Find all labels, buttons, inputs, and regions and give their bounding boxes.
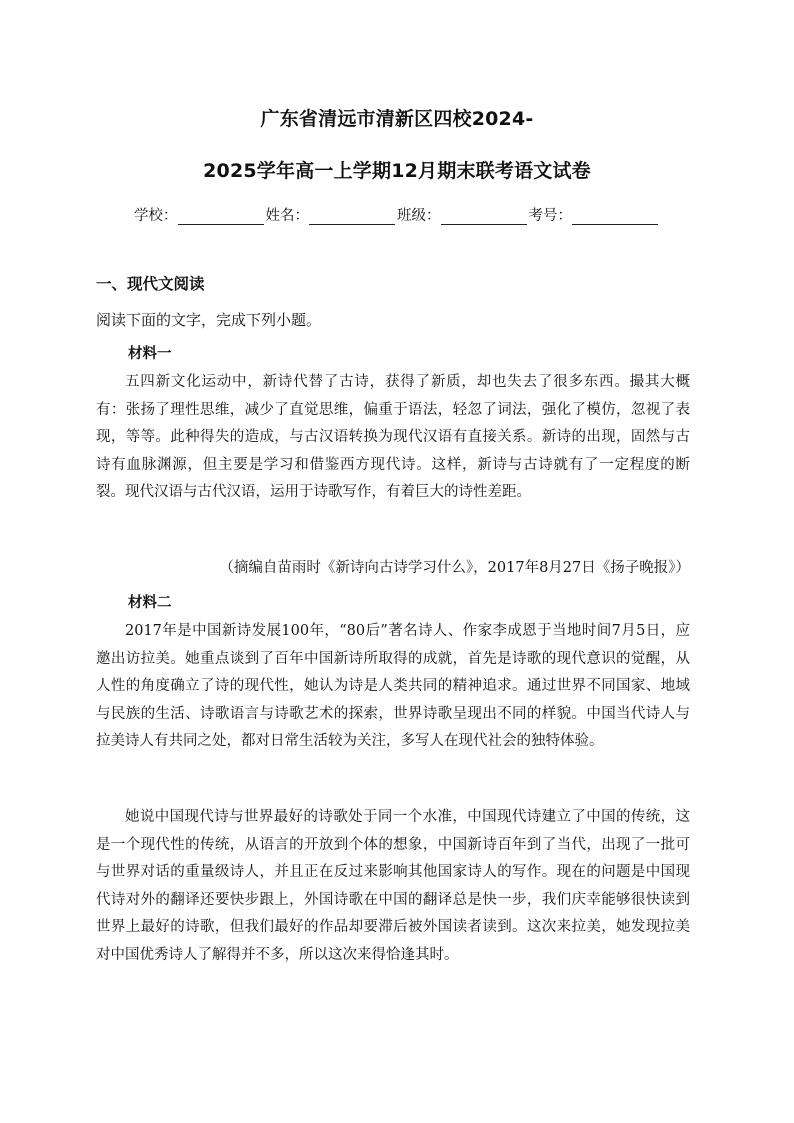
material-2-paragraph-1: 2017年是中国新诗发展100年，“80后”著名诗人、作家李成恩于当地时间7月5日，应邀出访拉美。她重点谈到了百年中国新诗所取得的成就，首先是诗歌的现代意识的觉醒，从人性的角度确立了诗的现代性，她认为诗是人类共同的精神追求。通过世界不同国家、地域与民族的生活、诗歌语言与诗歌艺术的探索，世界诗歌呈现出不同的样貌。中国当代诗人与拉美诗人有共同之处，都对日常生活较为关注，多写人在现代社会的独特体验。 xyxy=(96,623,690,750)
exam-title-line-2: 2025学年高一上学期12月期末联考语文试卷 xyxy=(203,160,591,182)
name-blank[interactable] xyxy=(309,207,395,225)
reading-instruction: 阅读下面的文字，完成下列小题。 xyxy=(96,311,322,329)
section-heading: 一、现代文阅读 xyxy=(96,275,205,293)
exam-number-label: 考号： xyxy=(528,208,572,224)
class-field[interactable] xyxy=(397,204,529,225)
exam-title-line-1: 广东省清远市清新区四校2024- xyxy=(260,108,534,130)
material-1-source: （摘编自苗雨时《新诗向古诗学习什么》，2017年8月27日《扬子晚报》） xyxy=(219,560,690,576)
exam-number-field[interactable] xyxy=(529,204,661,225)
exam-number-blank[interactable] xyxy=(572,207,658,225)
class-label: 班级： xyxy=(397,208,441,224)
material-2-label: 材料二 xyxy=(128,594,172,611)
material-1-paragraph: 五四新文化运动中，新诗代替了古诗，获得了新质，却也失去了很多东西。撮其大概有：张扬了理性思维，减少了直觉思维，偏重于语法，轻忽了词法，强化了模仿，忽视了表现，等等。此种得失的造成，与古汉语转换为现代汉语有直接关系。新诗的出现，固然与古诗有血脉渊源，但主要是学习和借鉴西方现代诗。这样，新诗与古诗就有了一定程度的断裂。现代汉语与古代汉语，运用于诗歌写作，有着巨大的诗性差距。 xyxy=(96,374,690,501)
school-label: 学校： xyxy=(134,208,178,224)
material-2-paragraph-2: 她说中国现代诗与世界最好的诗歌处于同一个水准，中国现代诗建立了中国的传统，这是一个现代性的传统，从语言的开放到个体的想象，中国新诗百年到了当代，出现了一批可与世界对话的重量级诗人，并且正在反过来影响其他国家诗人的写作。现在的问题是中国现代诗对外的翻译还要快步跟上，外国诗歌在中国的翻译总是快一步，我们庆幸能够很快读到世界上最好的诗歌，但我们最好的作品却要滞后被外国读者读到。这次来拉美，她发现拉美对中国优秀诗人了解得并不多，所以这次来得恰逢其时。 xyxy=(96,809,690,963)
name-field[interactable] xyxy=(266,204,398,225)
name-label: 姓名： xyxy=(265,208,309,224)
class-blank[interactable] xyxy=(441,207,527,225)
material-1-label: 材料一 xyxy=(128,345,172,362)
school-blank[interactable] xyxy=(178,207,264,225)
student-info-row xyxy=(0,204,794,225)
school-field[interactable] xyxy=(134,204,266,225)
